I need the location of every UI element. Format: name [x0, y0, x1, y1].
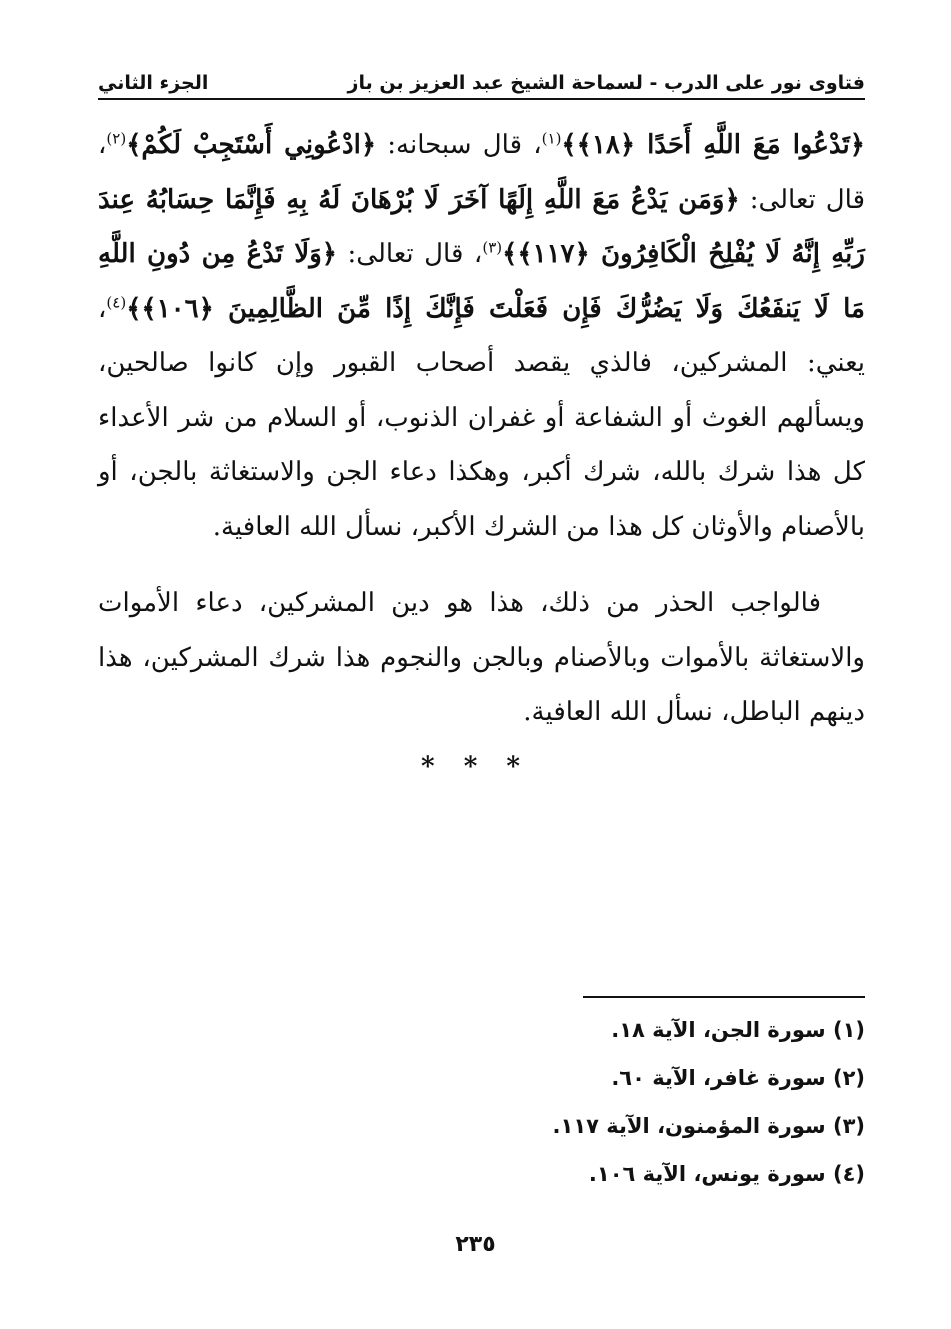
text-segment: ، قال تعالى:: [98, 130, 865, 215]
text-segment: ، قال سبحانه:: [376, 130, 542, 160]
footnotes: [98, 1006, 865, 1198]
paragraph-1: [98, 118, 865, 554]
quran-verse-3: ﴿وَمَن يَدْعُ مَعَ اللَّهِ إِلَهًا آخَرَ لَا بُرْهَانَ لَهُ بِهِ فَإِنَّمَا حِسَابُهُ عِندَ رَبِّهِ إِنَّهُ لَا يُفْلِحُ الْكَافِرُونَ ﴿١١٧﴾﴾: [98, 184, 865, 269]
footnote-ref-1: (١): [541, 129, 562, 148]
section-separator: * * *: [421, 752, 530, 782]
footnote-ref-4: (٤): [106, 292, 127, 311]
main-text: [98, 118, 865, 740]
footnote-3: (٣) سورة المؤمنون، الآية ١١٧.: [552, 1114, 865, 1138]
page-number: ٢٣٥: [455, 1232, 496, 1257]
quran-verse-2: ﴿ادْعُونِي أَسْتَجِبْ لَكُمْ﴾: [126, 130, 377, 160]
footnote-1: (١) سورة الجن، الآية ١٨.: [611, 1018, 865, 1042]
text-segment: ، يعني: المشركين، فالذي يقصد أصحاب القبور وإن كانوا صالحين، ويسألهم الغوث أو الشفاعة أو غفران الذنوب، أو السلام من شر الأعداء كل هذا شرك بالله، شرك أكبر، وهكذا دعاء الجن والاستغاثة بالجن، أو بالأصنام والأوثان كل هذا من الشرك الأكبر، نسأل الله العافية.: [98, 293, 865, 542]
footnote-divider: [583, 996, 865, 998]
running-header: [98, 60, 865, 100]
book-title: فتاوى نور على الدرب - لسماحة الشيخ عبد العزيز بن باز: [347, 72, 865, 94]
footnote-2: (٢) سورة غافر، الآية ٦٠.: [611, 1066, 865, 1090]
footnote-4: (٤) سورة يونس، الآية ١٠٦.: [588, 1162, 865, 1186]
paragraph-2: فالواجب الحذر من ذلك، هذا هو دين المشركين، دعاء الأموات والاستغاثة بالأموات وبالأصنام وبالجن والنجوم هذا شرك المشركين، هذا دينهم الباطل، نسأل الله العافية.: [98, 588, 865, 727]
footnote-ref-2: (٢): [106, 129, 127, 148]
footnote-ref-3: (٣): [482, 238, 503, 257]
text-segment: ، قال تعالى:: [337, 239, 483, 269]
volume-part: الجزء الثاني: [98, 72, 209, 94]
quran-verse-4: ﴿وَلَا تَدْعُ مِن دُونِ اللَّهِ مَا لَا يَنفَعُكَ وَلَا يَضُرُّكَ فَإِن فَعَلْتَ فَإِنَّكَ إِذًا مِّنَ الظَّالِمِينَ ﴿١٠٦﴾﴾: [98, 239, 865, 324]
quran-verse-1: ﴿تَدْعُوا مَعَ اللَّهِ أَحَدًا ﴿١٨﴾﴾: [561, 130, 865, 160]
